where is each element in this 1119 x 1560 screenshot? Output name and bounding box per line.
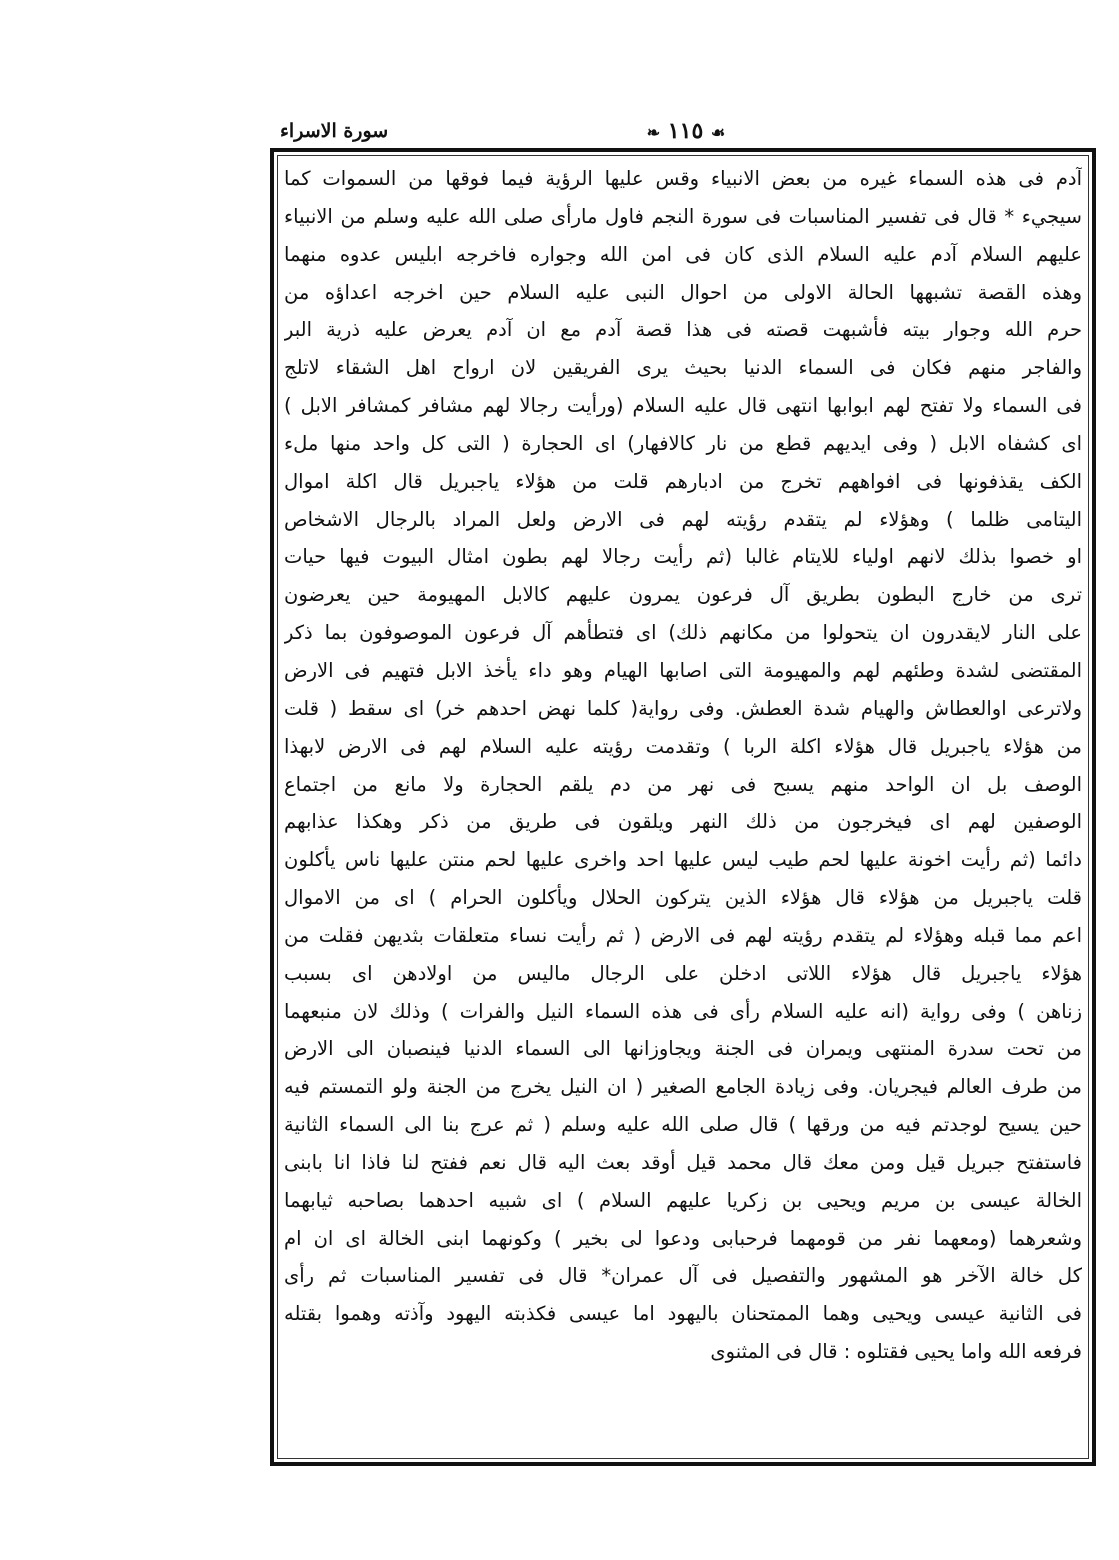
text-line: قلت ياجبريل من هؤلاء قال هؤلاء الذين يتركون الحلال ويأكلون الحرام ) اى من الاموال xyxy=(284,886,1082,910)
body-text xyxy=(284,160,1082,1371)
text-line: فى السماء ولا تفتح لهم ابوابها انتهى قال عليه السلام (ورأيت رجالا لهم مشافر كمشافر الابل ) xyxy=(284,394,1082,418)
running-title: سورة الاسراء xyxy=(280,120,389,142)
page-number-text: ١١٥ xyxy=(667,118,704,144)
text-line: على النار لايقدرون ان يتحولوا من مكانهم ذلك) اى فتطأهم آل فرعون الموصوفون بما ذكر xyxy=(284,621,1082,645)
text-line: اليتامى ظلما ) وهؤلاء لم يتقدم رؤيته لهم فى الارض ولعل المراد بالرجال الاشخاص xyxy=(284,507,1082,531)
text-line: وشعرهما (ومعهما نفر من قومهما فرحبابى ودعوا لى بخير ) وكونهما ابنى الخالة اى ان ام xyxy=(284,1226,1082,1250)
text-line: اى كشفاه الابل ( وفى ايديهم قطع من نار كالافهار) اى الحجارة ( التى كل واحد منها ملء xyxy=(284,431,1082,455)
text-line: الوصف بل ان الواحد منهم يسبح فى نهر من دم يلقم الحجارة ولا مانع من اجتماع xyxy=(284,772,1082,796)
text-line: من طرف العالم فيجريان. وفى زيادة الجامع الصغير ( ان النيل يخرج من الجنة ولو التمستم فيه xyxy=(284,1075,1082,1099)
text-line: فرفعه الله واما يحيى فقتلوه : قال فى المثنوى xyxy=(710,1340,1082,1364)
text-line: وهذه القصة تشبهها الحالة الاولى من احوال النبى عليه السلام حين اخرجه اعداؤه من xyxy=(284,280,1082,304)
page-header xyxy=(280,118,1092,148)
text-line: من هؤلاء ياجبريل قال هؤلاء اكلة الربا ) وتقدمت رؤيته عليه السلام لهم فى الارض لابهذا xyxy=(284,734,1082,758)
text-line: اعم مما قبله وهؤلاء لم يتقدم رؤيته لهم فى الارض ( ثم رأيت نساء متعلقات بثديهن فقلت من xyxy=(284,923,1082,947)
text-line: هؤلاء ياجبريل قال هؤلاء اللاتى ادخلن على الرجال ماليس من اولادهن اى بسبب xyxy=(284,961,1082,985)
ornament-left-icon: ❧ xyxy=(646,123,661,142)
text-line: من تحت سدرة المنتهى ويمران فى الجنة ويجاوزانها الى السماء الدنيا فينصبان الى الارض xyxy=(284,1037,1082,1061)
page-number xyxy=(647,118,726,144)
text-line: حين يسيح لوجدتم فيه من ورقها ) قال صلى الله عليه وسلم ( ثم عرج بنا الى السماء الثانية xyxy=(284,1113,1082,1137)
text-line: المقتضى لشدة وطئهم لهم والمهيومة التى اصابها الهيام وهو داء يأخذ الابل فتهيم فى الارض xyxy=(284,658,1082,682)
text-line: والفاجر منهم فكان فى السماء الدنيا بحيث يرى الفريقين لان ارواح اهل الشقاء لاتلج xyxy=(284,356,1082,380)
text-line: الوصفين لهم اى فيخرجون من ذلك النهر ويلقون فى طريق من ذكر وهكذا عذابهم xyxy=(284,810,1082,834)
text-line: فاستفتح جبريل قيل ومن معك قال محمد قيل أوقد بعث اليه قال نعم ففتح لنا فاذا انا بابنى xyxy=(284,1150,1082,1174)
text-line: ترى من خارج البطون بطريق آل فرعون يمرون عليهم كالابل المهيومة حين يعرضون xyxy=(284,583,1082,607)
text-line: حرم الله وجوار بيته فأشبهت قصته فى هذا قصة آدم مع ان آدم يعرض عليه ذرية البر xyxy=(284,318,1082,342)
text-line: سيجيء * قال فى تفسير المناسبات فى سورة النجم فاول مارأى صلى الله عليه وسلم من الانبياء xyxy=(284,204,1082,228)
text-line: الخالة عيسى بن مريم ويحيى بن زكريا عليهم السلام ) اى شبيه احدهما بصاحبه ثيابهما xyxy=(284,1188,1082,1212)
text-line: كل خالة الآخر هو المشهور والتفصيل فى آل عمران* قال فى تفسير المناسبات ثم رأى xyxy=(284,1264,1082,1288)
text-line: او خصوا بذلك لانهم اولياء للايتام غالبا (ثم رأيت رجالا لهم بطون امثال البيوت فيها حيات xyxy=(284,545,1082,569)
ornament-right-icon: ☙ xyxy=(710,123,726,142)
text-line: ولاترعى اوالعطاش والهيام شدة العطش. وفى رواية( كلما نهض احدهم خر) اى سقط ( قلت xyxy=(284,696,1082,720)
text-line: زناهن ) وفى رواية (انه عليه السلام رأى فى هذه السماء النيل والفرات ) وذلك لان منبعهما xyxy=(284,999,1082,1023)
text-line: آدم فى هذه السماء غيره من بعض الانبياء وقس عليها الرؤية فيما فوقها من السموات كما xyxy=(284,167,1082,190)
text-line: عليهم السلام آدم عليه السلام الذى كان فى امن الله وجواره فاخرجه ابليس عدوه منهما xyxy=(284,242,1082,266)
text-line: فى الثانية عيسى ويحيى وهما الممتحنان باليهود اما عيسى فكذبته اليهود وآذته وهموا بقتله xyxy=(284,1302,1082,1326)
text-line: دائما (ثم رأيت اخونة عليها لحم طيب ليس عليها احد واخرى عليها لحم منتن عليها ناس يأكلون xyxy=(284,848,1082,872)
text-line: الكف يقذفونها فى افواههم تخرج من ادبارهم قلت من هؤلاء ياجبريل قال اكلة اموال xyxy=(284,469,1082,493)
